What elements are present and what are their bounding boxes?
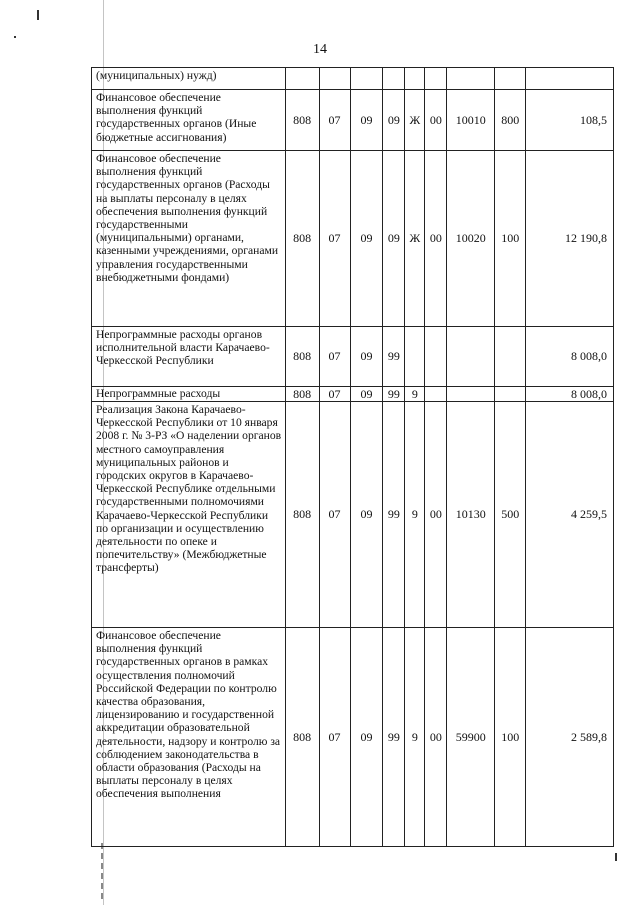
cell-measure: 00 xyxy=(425,628,447,846)
row-description: Финансовое обеспечение выполнения функций государственных органов в рамках осуществления полномочий Российской Федерации по контролю качества образования, лицензированию и государственной аккредитации образовательной деятельности, надзору и контролю за соблюдением законодательства в области образования (Расходы на выплаты персоналу в целях обеспечения выполнения xyxy=(92,628,286,846)
cell-direction: 10020 xyxy=(447,151,495,326)
cell-direction: 10010 xyxy=(447,90,495,150)
cell-measure xyxy=(425,327,447,386)
cell-subsection xyxy=(351,68,384,89)
cell-subsection: 09 xyxy=(351,327,384,386)
row-description: Финансовое обеспечение выполнения функций государственных органов (Расходы на выплаты персоналу в целях обеспечения выполнения функций государственными (муниципальными) органами, казенными учреждениями, органами управления государственными внебюджетными фондами) xyxy=(92,151,286,326)
cell-ministry-code xyxy=(286,68,320,89)
scan-mark xyxy=(615,853,617,861)
row-description: Реализация Закона Карачаево-Черкесской Республики от 10 января 2008 г. № 3-РЗ «О наделении органов местного самоуправления муниципальных районов и городских округов в Карачаево-Черкесской Республике отдельными государственными полномочиями Карачаево-Черкесской Республики по организации и осуществлению деятельности по опеке и попечительству» (Межбюджетные трансферты) xyxy=(92,402,286,627)
cell-subsection: 09 xyxy=(351,151,384,326)
cell-amount: 8 008,0 xyxy=(526,387,614,401)
cell-ministry-code: 808 xyxy=(286,90,320,150)
cell-subprogram: Ж xyxy=(405,151,425,326)
cell-amount: 108,5 xyxy=(526,90,614,150)
cell-subprogram: 9 xyxy=(405,402,425,627)
row-description: Непрограммные расходы xyxy=(92,387,286,401)
cell-expense-type: 100 xyxy=(495,628,526,846)
cell-section: 07 xyxy=(320,387,351,401)
scan-mark xyxy=(37,10,39,20)
cell-ministry-code: 808 xyxy=(286,151,320,326)
table-row xyxy=(92,402,614,628)
cell-section: 07 xyxy=(320,151,351,326)
cell-subprogram: 9 xyxy=(405,387,425,401)
row-description: Финансовое обеспечение выполнения функций государственных органов (Иные бюджетные ассигнования) xyxy=(92,90,286,150)
cell-section: 07 xyxy=(320,628,351,846)
cell-direction: 10130 xyxy=(447,402,495,627)
cell-direction xyxy=(447,68,495,89)
cell-section: 07 xyxy=(320,402,351,627)
row-description: Непрограммные расходы органов исполнительной власти Карачаево-Черкесской Республики xyxy=(92,327,286,386)
margin-dash xyxy=(101,843,103,903)
cell-expense-type: 800 xyxy=(495,90,526,150)
cell-expense-type xyxy=(495,327,526,386)
cell-program: 99 xyxy=(383,628,405,846)
cell-expense-type xyxy=(495,68,526,89)
cell-measure xyxy=(425,387,447,401)
cell-expense-type xyxy=(495,387,526,401)
cell-direction: 59900 xyxy=(447,628,495,846)
cell-program: 09 xyxy=(383,151,405,326)
table-row xyxy=(92,327,614,387)
cell-subprogram xyxy=(405,68,425,89)
cell-program: 99 xyxy=(383,327,405,386)
budget-table xyxy=(91,67,614,847)
cell-program xyxy=(383,68,405,89)
table-row xyxy=(92,68,614,90)
cell-section xyxy=(320,68,351,89)
cell-amount: 2 589,8 xyxy=(526,628,614,846)
cell-program: 99 xyxy=(383,402,405,627)
cell-measure: 00 xyxy=(425,402,447,627)
table-row xyxy=(92,90,614,151)
cell-amount: 4 259,5 xyxy=(526,402,614,627)
cell-subprogram: 9 xyxy=(405,628,425,846)
cell-subsection: 09 xyxy=(351,402,384,627)
cell-ministry-code: 808 xyxy=(286,402,320,627)
cell-section: 07 xyxy=(320,327,351,386)
table-row xyxy=(92,628,614,847)
cell-amount: 8 008,0 xyxy=(526,327,614,386)
cell-subprogram: Ж xyxy=(405,90,425,150)
table-row xyxy=(92,151,614,327)
cell-section: 07 xyxy=(320,90,351,150)
cell-program: 99 xyxy=(383,387,405,401)
cell-amount xyxy=(526,68,614,89)
cell-amount: 12 190,8 xyxy=(526,151,614,326)
row-description: (муниципальных) нужд) xyxy=(92,68,286,89)
cell-measure: 00 xyxy=(425,151,447,326)
cell-measure: 00 xyxy=(425,90,447,150)
cell-subsection: 09 xyxy=(351,628,384,846)
page-number: 14 xyxy=(313,42,327,57)
cell-program: 09 xyxy=(383,90,405,150)
cell-subsection: 09 xyxy=(351,387,384,401)
cell-direction xyxy=(447,387,495,401)
table-row xyxy=(92,387,614,402)
cell-ministry-code: 808 xyxy=(286,387,320,401)
cell-subsection: 09 xyxy=(351,90,384,150)
cell-measure xyxy=(425,68,447,89)
cell-ministry-code: 808 xyxy=(286,327,320,386)
cell-expense-type: 100 xyxy=(495,151,526,326)
scan-mark xyxy=(14,36,16,38)
cell-expense-type: 500 xyxy=(495,402,526,627)
cell-ministry-code: 808 xyxy=(286,628,320,846)
cell-direction xyxy=(447,327,495,386)
cell-subprogram xyxy=(405,327,425,386)
